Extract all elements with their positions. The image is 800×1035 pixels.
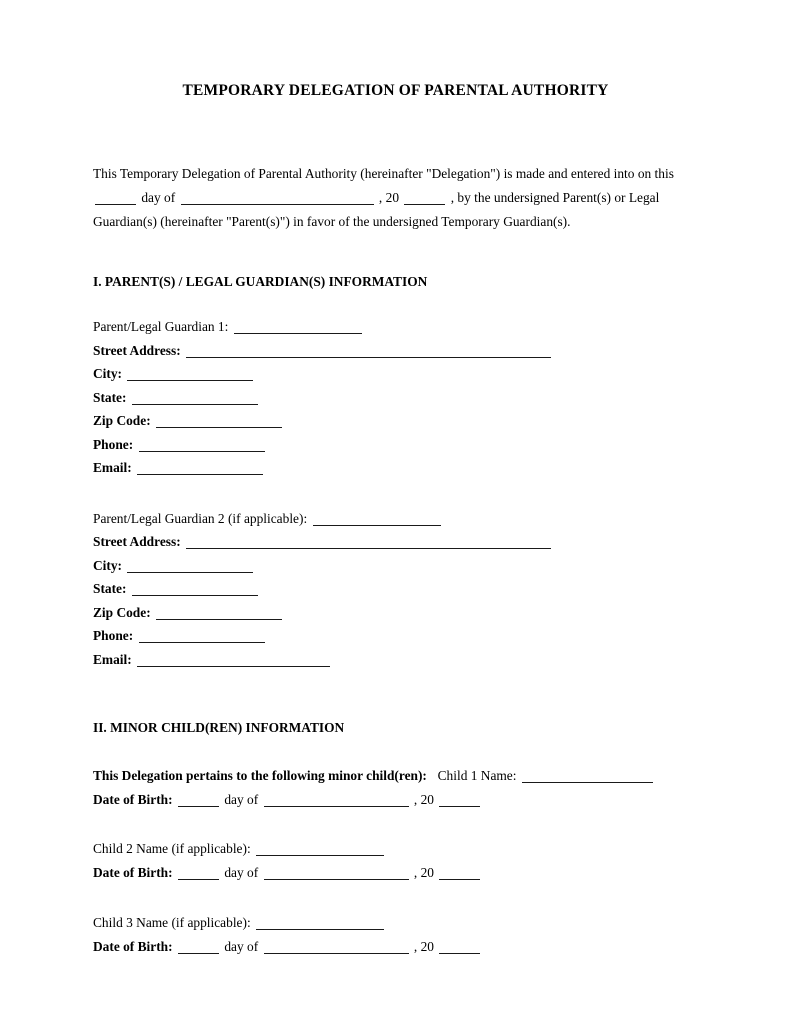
child2-dob-month-blank[interactable]	[264, 879, 409, 880]
child1-dob-day-blank[interactable]	[178, 806, 219, 807]
field-row-parent1-street	[93, 339, 698, 363]
parent-guardian-2-block	[93, 480, 698, 672]
child3-dob-year-blank[interactable]	[439, 953, 480, 954]
field-row-parent1-email	[93, 456, 698, 480]
parent1-email-blank[interactable]	[137, 474, 263, 475]
page-title: TEMPORARY DELEGATION OF PARENTAL AUTHORITY	[182, 82, 609, 99]
field-row-parent2-street	[93, 530, 698, 554]
parent2-city-label: City:	[93, 557, 123, 573]
parent2-state-label: State:	[93, 581, 127, 597]
parent1-email-label: Email:	[93, 460, 132, 476]
child1-name-label: Child 1 Name:	[437, 768, 517, 784]
child3-dob-day-blank[interactable]	[178, 953, 219, 954]
intro-month-blank[interactable]	[181, 204, 374, 205]
parent1-name-label: Parent/Legal Guardian 1:	[93, 319, 229, 335]
child2-dob-day-of-text: day of	[224, 864, 259, 880]
child1-dob-month-blank[interactable]	[264, 806, 409, 807]
intro-day-blank[interactable]	[95, 204, 136, 205]
child3-dob-year-prefix: , 20	[413, 938, 434, 954]
intro-year-blank[interactable]	[404, 204, 445, 205]
field-row-parent1-zip	[93, 409, 698, 433]
intro-text-part2: day of	[141, 189, 176, 205]
intro-text-part3: , 20	[378, 189, 400, 205]
field-row-parent2-city	[93, 554, 698, 578]
field-row-child3-name	[93, 911, 698, 935]
field-row-child2-name	[93, 837, 698, 861]
field-row-parent1-state	[93, 386, 698, 410]
parent1-zip-blank[interactable]	[156, 427, 282, 428]
intro-text-part1: This Temporary Delegation of Parental Authority (hereinafter "Delegation") is made and entered into on this	[93, 165, 674, 181]
parent2-city-blank[interactable]	[127, 572, 253, 573]
child2-dob-label: Date of Birth:	[93, 864, 173, 880]
field-row-parent2-name	[93, 507, 698, 531]
parent2-email-blank[interactable]	[137, 666, 330, 667]
child1-dob-label: Date of Birth:	[93, 791, 173, 807]
field-row-parent1-city	[93, 362, 698, 386]
parent1-state-label: State:	[93, 389, 127, 405]
document-body	[93, 0, 698, 958]
field-row-parent2-state	[93, 577, 698, 601]
parent2-street-blank[interactable]	[186, 548, 551, 549]
parent1-phone-blank[interactable]	[139, 451, 265, 452]
parent1-state-blank[interactable]	[132, 404, 258, 405]
field-row-child1-name	[93, 764, 698, 788]
pertains-label: This Delegation pertains to the following minor child(ren):	[93, 768, 427, 784]
field-row-parent2-email	[93, 648, 698, 672]
parent-guardian-1-block	[93, 290, 698, 480]
parent1-zip-label: Zip Code:	[93, 413, 151, 429]
child2-name-label: Child 2 Name (if applicable):	[93, 841, 251, 857]
child1-dob-day-of-text: day of	[224, 791, 259, 807]
field-row-parent1-phone	[93, 433, 698, 457]
parent1-city-label: City:	[93, 366, 123, 382]
child3-name-blank[interactable]	[256, 929, 384, 930]
field-row-parent2-zip	[93, 601, 698, 625]
child2-name-blank[interactable]	[256, 855, 384, 856]
parent2-state-blank[interactable]	[132, 595, 258, 596]
child-2-block	[93, 811, 698, 884]
child1-name-blank[interactable]	[522, 782, 653, 783]
parent1-name-blank[interactable]	[234, 333, 362, 334]
parent1-street-label: Street Address:	[93, 342, 181, 358]
child-3-block	[93, 884, 698, 958]
parent2-email-label: Email:	[93, 651, 132, 667]
field-row-child2-dob	[93, 861, 698, 885]
field-row-child1-dob	[93, 788, 698, 812]
parent2-phone-blank[interactable]	[139, 642, 265, 643]
parent2-name-label: Parent/Legal Guardian 2 (if applicable):	[93, 510, 308, 526]
child1-dob-year-blank[interactable]	[439, 806, 480, 807]
field-row-parent2-phone	[93, 624, 698, 648]
child2-dob-year-prefix: , 20	[413, 864, 434, 880]
intro-paragraph	[93, 101, 698, 235]
child-1-block	[93, 736, 698, 811]
parent2-street-label: Street Address:	[93, 534, 181, 550]
field-row-parent1-name	[93, 315, 698, 339]
section-heading-minor-children: II. MINOR CHILD(REN) INFORMATION	[93, 720, 345, 736]
parent2-zip-blank[interactable]	[156, 619, 282, 620]
field-row-child3-dob	[93, 935, 698, 959]
child3-dob-label: Date of Birth:	[93, 938, 173, 954]
parent1-phone-label: Phone:	[93, 436, 134, 452]
parent1-street-blank[interactable]	[186, 357, 551, 358]
parent2-name-blank[interactable]	[313, 525, 441, 526]
child1-dob-year-prefix: , 20	[413, 791, 434, 807]
child2-dob-day-blank[interactable]	[178, 879, 219, 880]
child2-dob-year-blank[interactable]	[439, 879, 480, 880]
intro-text-part4: , by the undersigned Parent(s) or Legal Guardian(s) (hereinafter "Parent(s)") in favor of the undersigned Temporary Guardian(s).	[93, 189, 660, 229]
child3-dob-day-of-text: day of	[224, 938, 259, 954]
child3-name-label: Child 3 Name (if applicable):	[93, 915, 251, 931]
section-heading-parents: I. PARENT(S) / LEGAL GUARDIAN(S) INFORMATION	[93, 274, 428, 290]
parent1-city-blank[interactable]	[127, 380, 253, 381]
parent2-phone-label: Phone:	[93, 628, 134, 644]
parent2-zip-label: Zip Code:	[93, 604, 151, 620]
child3-dob-month-blank[interactable]	[264, 953, 409, 954]
